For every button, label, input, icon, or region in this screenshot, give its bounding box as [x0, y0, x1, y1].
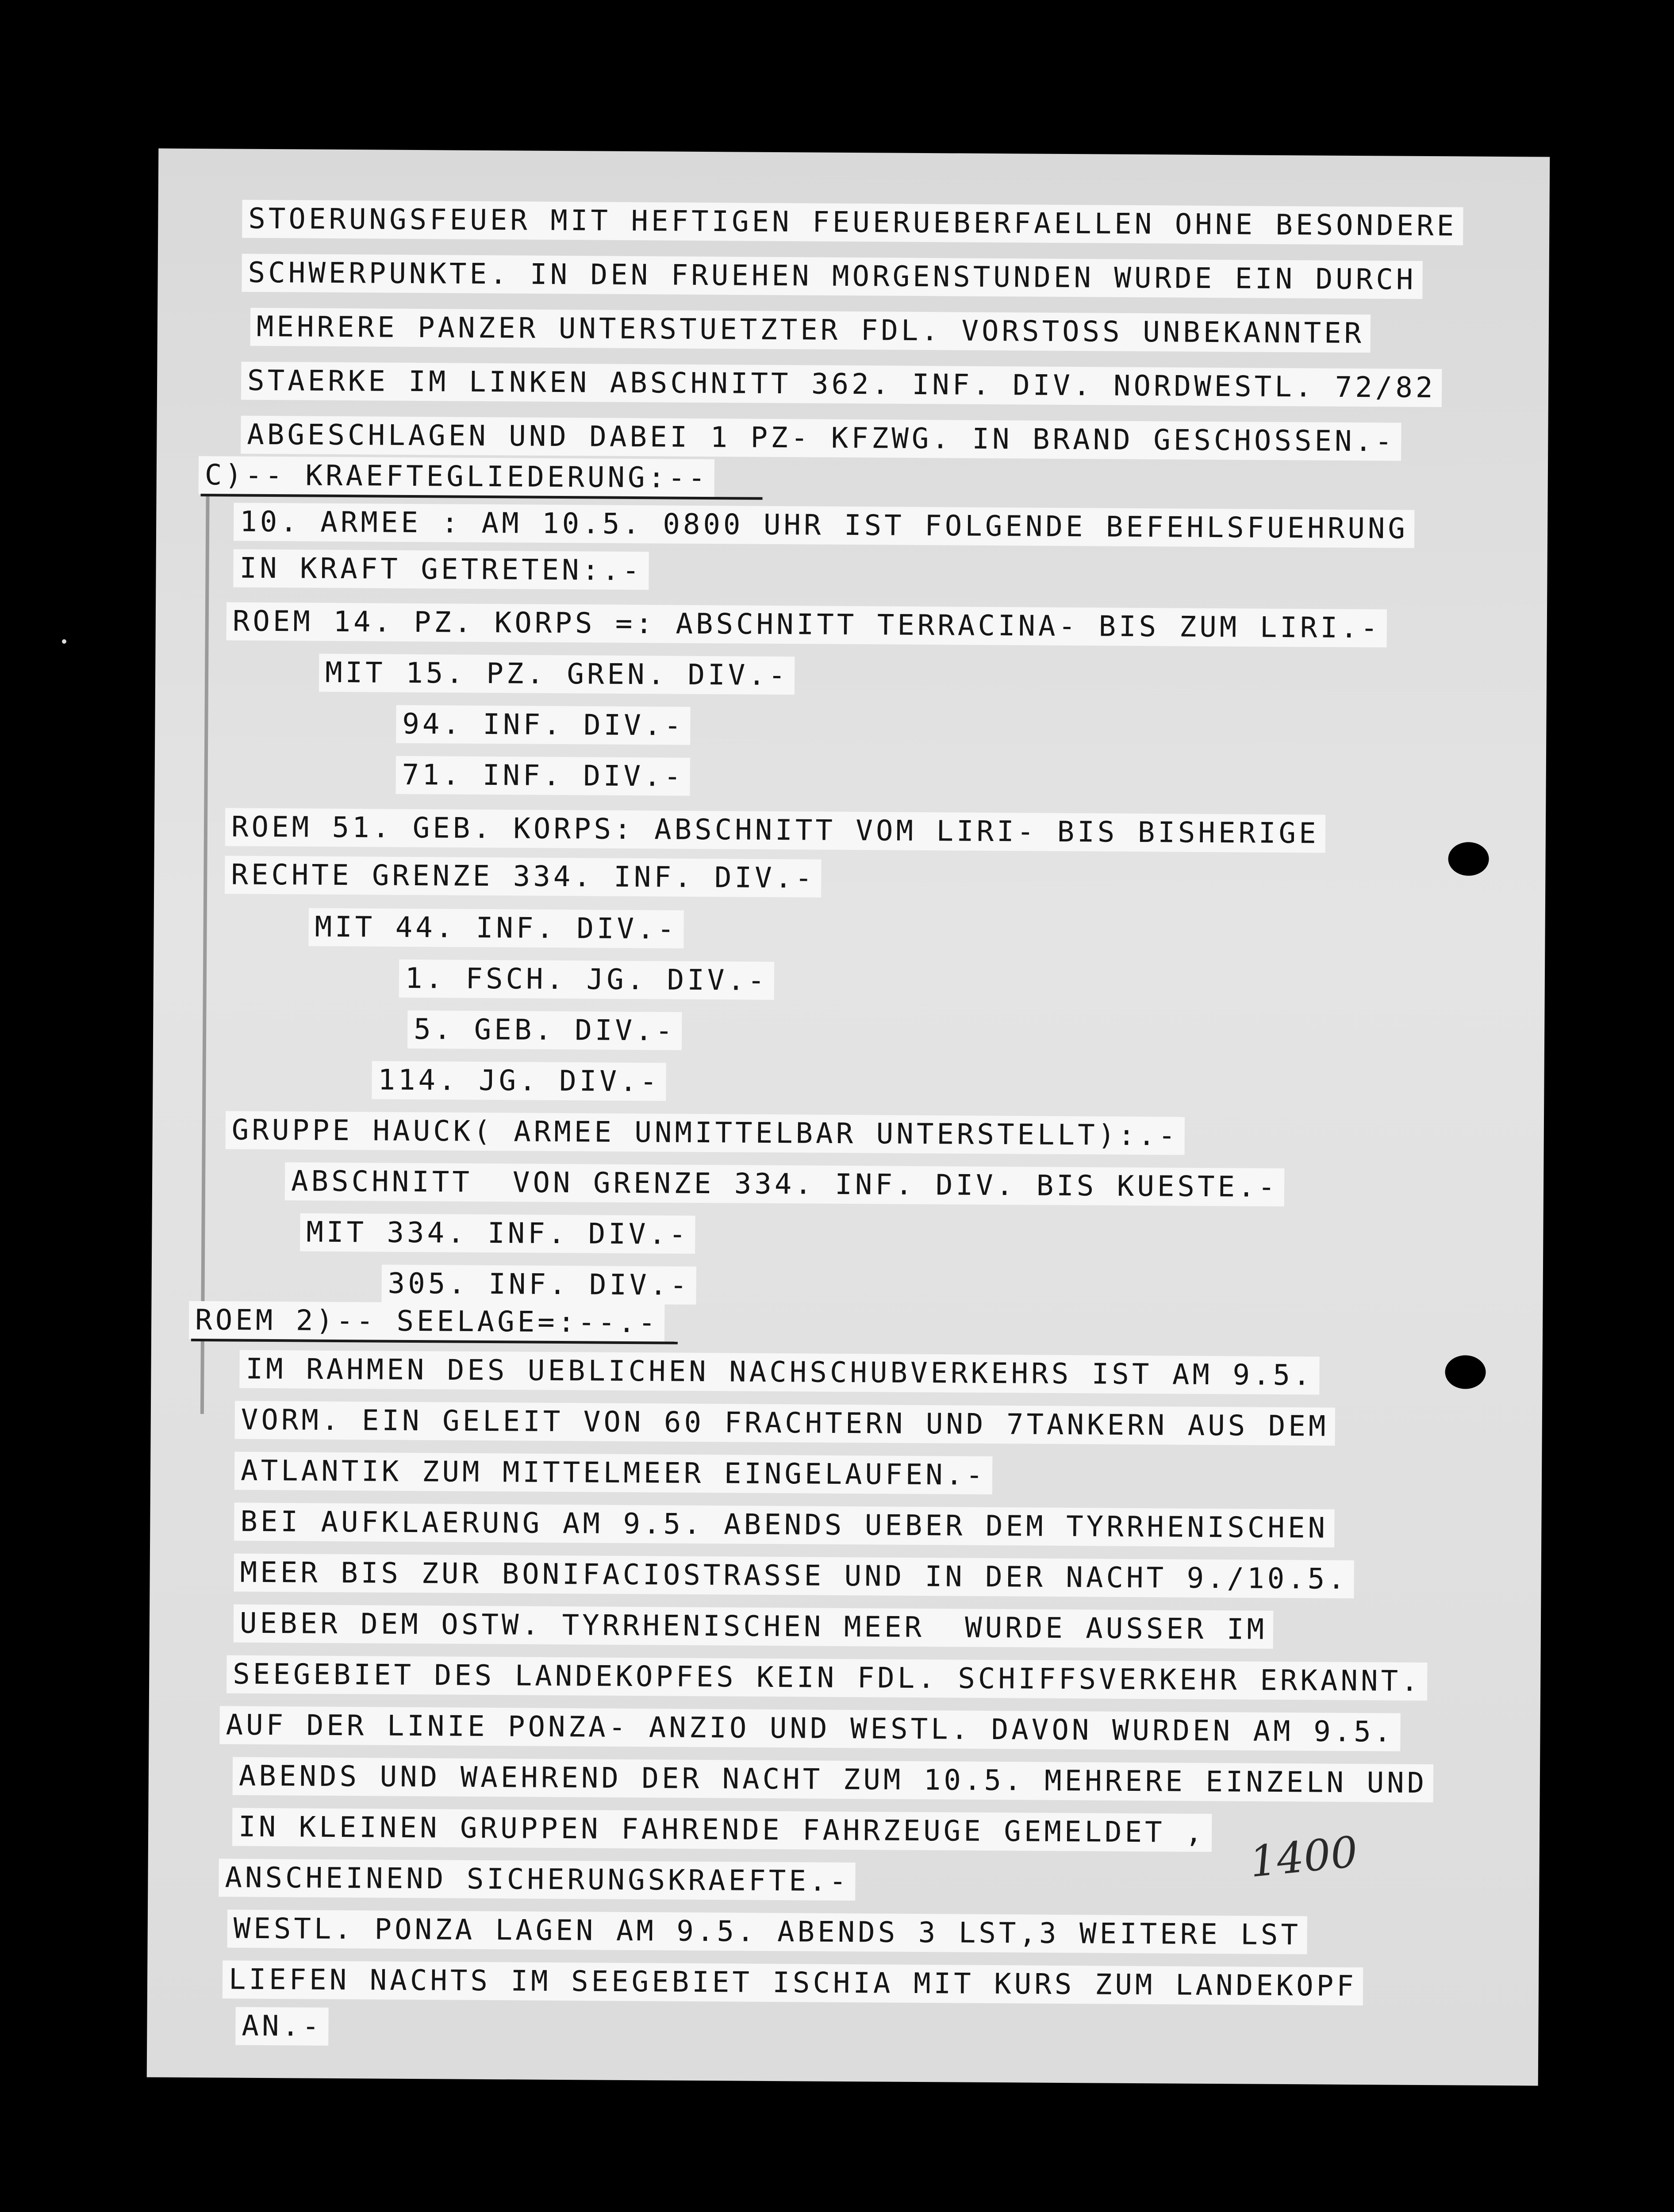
document-page	[147, 148, 1550, 2085]
text-line: SEEGEBIET DES LANDEKOPFES KEIN FDL. SCHIFFSVERKEHR ERKANNT.	[227, 1655, 1428, 1701]
margin-line	[200, 485, 210, 1414]
text-line: 71. INF. DIV.-	[395, 756, 690, 796]
punch-hole	[1445, 1355, 1486, 1389]
text-line: 94. INF. DIV.-	[396, 705, 691, 745]
text-line: LIEFEN NACHTS IM SEEGEBIET ISCHIA MIT KURS ZUM LANDEKOPF	[223, 1960, 1363, 2005]
text-line: IN KRAFT GETRETEN:.-	[233, 549, 649, 590]
film-speck	[62, 639, 66, 644]
text-line: VORM. EIN GELEIT VON 60 FRACHTERN UND 7TANKERN AUS DEM	[235, 1401, 1335, 1446]
text-line: AUF DER LINIE PONZA- ANZIO UND WESTL. DAVON WURDEN AM 9.5.	[219, 1706, 1400, 1751]
text-line: STAERKE IM LINKEN ABSCHNITT 362. INF. DIV. NORDWESTL. 72/82	[241, 362, 1442, 407]
text-line: ROEM 51. GEB. KORPS: ABSCHNITT VOM LIRI- BIS BISHERIGE	[225, 808, 1325, 853]
text-line: UEBER DEM OSTW. TYRRHENISCHEN MEER WURDE AUSSER IM	[234, 1605, 1274, 1649]
text-line: MEHRERE PANZER UNTERSTUETZTER FDL. VORSTOSS UNBEKANNTER	[250, 308, 1371, 353]
text-line: 10. ARMEE : AM 10.5. 0800 UHR IST FOLGENDE BEFEHLSFUEHRUNG	[234, 503, 1414, 548]
text-line: IN KLEINEN GRUPPEN FAHRENDE FAHRZEUGE GEMELDET ,	[232, 1808, 1212, 1852]
text-line: MIT 334. INF. DIV.-	[300, 1213, 695, 1253]
text-line: AN.-	[235, 2007, 329, 2046]
text-line: ABSCHNITT VON GRENZE 334. INF. DIV. BIS KUESTE.-	[285, 1162, 1285, 1206]
text-line: 305. INF. DIV.-	[381, 1265, 696, 1305]
text-line: 114. JG. DIV.-	[372, 1061, 666, 1101]
punch-hole	[1448, 842, 1489, 876]
text-line: MEER BIS ZUR BONIFACIOSTRASSE UND IN DER NACHT 9./10.5.	[234, 1554, 1354, 1598]
text-line: IM RAHMEN DES UEBLICHEN NACHSCHUBVERKEHRS IST AM 9.5.	[239, 1350, 1320, 1395]
handwritten-note: 1400	[1247, 1827, 1360, 1887]
section-heading: C)-- KRAEFTEGLIEDERUNG:--	[199, 456, 715, 497]
text-line: MIT 44. INF. DIV.-	[308, 908, 683, 949]
text-line: ABENDS UND WAEHREND DER NACHT ZUM 10.5. MEHRERE EINZELN UND	[233, 1757, 1434, 1803]
text-line: ATLANTIK ZUM MITTELMEER EINGELAUFEN.-	[234, 1452, 992, 1494]
section-heading: ROEM 2)-- SEELAGE=:--.-	[189, 1301, 665, 1342]
text-line: MIT 15. PZ. GREN. DIV.-	[319, 654, 795, 695]
text-line: ANSCHEINEND SICHERUNGSKRAEFTE.-	[219, 1859, 856, 1901]
text-line: WESTL. PONZA LAGEN AM 9.5. ABENDS 3 LST,3 WEITERE LST	[227, 1909, 1308, 1954]
text-line: 1. FSCH. JG. DIV.-	[399, 960, 774, 1000]
text-line: 5. GEB. DIV.-	[407, 1010, 682, 1050]
text-line: BEI AUFKLAERUNG AM 9.5. ABENDS UEBER DEM TYRRHENISCHEN	[234, 1503, 1334, 1548]
text-line: ROEM 14. PZ. KORPS =: ABSCHNITT TERRACINA- BIS ZUM LIRI.-	[227, 602, 1387, 647]
text-line: SCHWERPUNKTE. IN DEN FRUEHEN MORGENSTUNDEN WURDE EIN DURCH	[242, 254, 1422, 299]
text-line: GRUPPE HAUCK( ARMEE UNMITTELBAR UNTERSTELLT):.-	[226, 1111, 1185, 1155]
text-line: ABGESCHLAGEN UND DABEI 1 PZ- KFZWG. IN BRAND GESCHOSSEN.-	[241, 416, 1401, 461]
text-line: RECHTE GRENZE 334. INF. DIV.-	[225, 856, 822, 897]
text-line: STOERUNGSFEUER MIT HEFTIGEN FEUERUEBERFAELLEN OHNE BESONDERE	[242, 200, 1463, 246]
